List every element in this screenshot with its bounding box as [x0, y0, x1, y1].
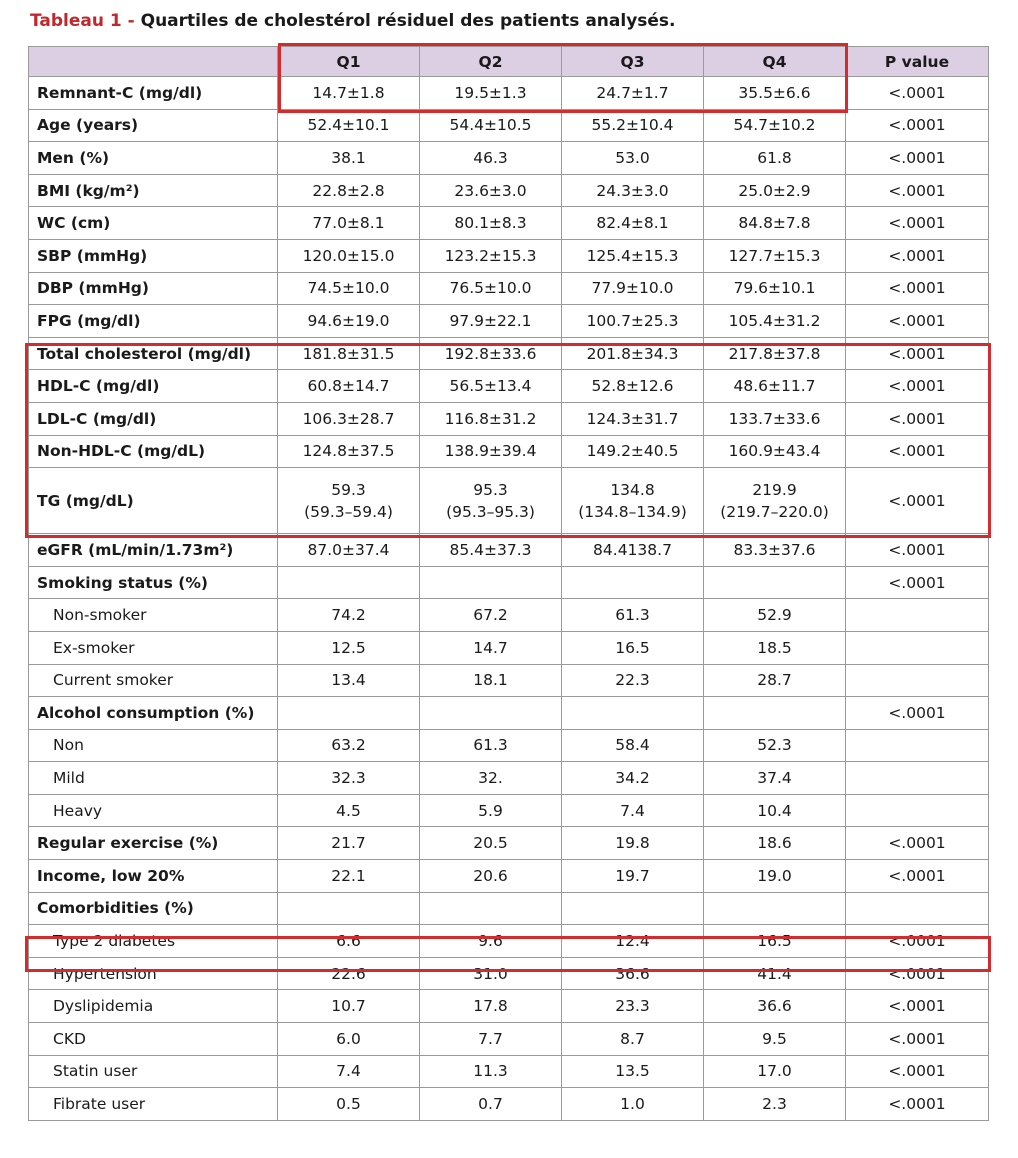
q4-cell: 9.5	[704, 1023, 846, 1056]
data-table	[28, 46, 989, 1121]
p-value-cell: <.0001	[846, 1088, 989, 1121]
table-row	[29, 1088, 989, 1121]
q2-cell: 20.5	[420, 827, 562, 860]
q2-cell: 97.9±22.1	[420, 305, 562, 338]
table-row	[29, 925, 989, 958]
row-label: Hypertension	[29, 957, 278, 990]
q4-cell: 217.8±37.8	[704, 337, 846, 370]
header-cell-q2: Q2	[420, 47, 562, 77]
table-row	[29, 631, 989, 664]
q1-cell: 4.5	[278, 794, 420, 827]
row-label: Total cholesterol (mg/dl)	[29, 337, 278, 370]
p-value-cell: <.0001	[846, 109, 989, 142]
q1-cell: 0.5	[278, 1088, 420, 1121]
p-value-cell: <.0001	[846, 239, 989, 272]
header-cell-q3: Q3	[562, 47, 704, 77]
p-value-cell: <.0001	[846, 566, 989, 599]
table-row	[29, 599, 989, 632]
q3-cell: 1.0	[562, 1088, 704, 1121]
table-row	[29, 370, 989, 403]
q4-cell: 18.6	[704, 827, 846, 860]
row-label: HDL-C (mg/dl)	[29, 370, 278, 403]
p-value-cell: <.0001	[846, 370, 989, 403]
q3-cell: 61.3	[562, 599, 704, 632]
q4-cell: 10.4	[704, 794, 846, 827]
table-row	[29, 337, 989, 370]
q2-cell: 19.5±1.3	[420, 77, 562, 110]
q4-cell	[704, 697, 846, 730]
q1-cell: 22.6	[278, 957, 420, 990]
p-value-cell	[846, 762, 989, 795]
table-row	[29, 729, 989, 762]
q2-cell: 54.4±10.5	[420, 109, 562, 142]
q2-cell: 20.6	[420, 860, 562, 893]
q4-cell	[704, 892, 846, 925]
p-value-cell: <.0001	[846, 860, 989, 893]
row-label: CKD	[29, 1023, 278, 1056]
q3-cell: 149.2±40.5	[562, 435, 704, 468]
q1-cell: 6.6	[278, 925, 420, 958]
row-label: Fibrate user	[29, 1088, 278, 1121]
table-row	[29, 77, 989, 110]
q2-cell: 11.3	[420, 1055, 562, 1088]
q4-cell: 19.0	[704, 860, 846, 893]
q4-cell: 28.7	[704, 664, 846, 697]
q3-cell: 36.6	[562, 957, 704, 990]
q1-cell: 10.7	[278, 990, 420, 1023]
q1-cell: 7.4	[278, 1055, 420, 1088]
table-row	[29, 664, 989, 697]
p-value-cell: <.0001	[846, 272, 989, 305]
header-cell-label	[29, 47, 278, 77]
row-label: Current smoker	[29, 664, 278, 697]
row-label: Alcohol consumption (%)	[29, 697, 278, 730]
row-label: DBP (mmHg)	[29, 272, 278, 305]
q3-cell: 7.4	[562, 794, 704, 827]
row-label: TG (mg/dL)	[29, 468, 278, 534]
q3-cell	[562, 697, 704, 730]
table-row	[29, 1055, 989, 1088]
row-label: Smoking status (%)	[29, 566, 278, 599]
q4-cell: 54.7±10.2	[704, 109, 846, 142]
q3-cell: 77.9±10.0	[562, 272, 704, 305]
p-value-cell: <.0001	[846, 77, 989, 110]
q1-cell: 52.4±10.1	[278, 109, 420, 142]
table-row	[29, 435, 989, 468]
q1-cell: 12.5	[278, 631, 420, 664]
q2-cell	[420, 566, 562, 599]
q3-cell: 55.2±10.4	[562, 109, 704, 142]
table-body	[29, 77, 989, 1121]
table-row	[29, 762, 989, 795]
q3-cell: 24.3±3.0	[562, 174, 704, 207]
q2-cell: 32.	[420, 762, 562, 795]
p-value-cell: <.0001	[846, 827, 989, 860]
q3-cell: 23.3	[562, 990, 704, 1023]
q3-cell: 52.8±12.6	[562, 370, 704, 403]
row-label: WC (cm)	[29, 207, 278, 240]
q4-cell: 48.6±11.7	[704, 370, 846, 403]
q2-cell: 7.7	[420, 1023, 562, 1056]
p-value-cell: <.0001	[846, 337, 989, 370]
q2-cell: 76.5±10.0	[420, 272, 562, 305]
q4-cell: 36.6	[704, 990, 846, 1023]
q3-cell: 84.4138.7	[562, 534, 704, 567]
q1-cell: 181.8±31.5	[278, 337, 420, 370]
q1-cell: 14.7±1.8	[278, 77, 420, 110]
row-label: Age (years)	[29, 109, 278, 142]
table-row	[29, 402, 989, 435]
q4-cell: 41.4	[704, 957, 846, 990]
q1-cell: 22.8±2.8	[278, 174, 420, 207]
p-value-cell: <.0001	[846, 435, 989, 468]
q3-cell: 22.3	[562, 664, 704, 697]
table-row	[29, 957, 989, 990]
table-row	[29, 697, 989, 730]
q2-cell: 5.9	[420, 794, 562, 827]
p-value-cell: <.0001	[846, 697, 989, 730]
q3-cell	[562, 892, 704, 925]
p-value-cell: <.0001	[846, 207, 989, 240]
row-label: Mild	[29, 762, 278, 795]
row-label: Comorbidities (%)	[29, 892, 278, 925]
row-label: Income, low 20%	[29, 860, 278, 893]
q4-cell: 79.6±10.1	[704, 272, 846, 305]
q1-cell: 74.2	[278, 599, 420, 632]
row-label: BMI (kg/m²)	[29, 174, 278, 207]
q3-cell: 134.8 (134.8–134.9)	[562, 468, 704, 534]
q2-cell: 0.7	[420, 1088, 562, 1121]
row-label: SBP (mmHg)	[29, 239, 278, 272]
row-label: Non-smoker	[29, 599, 278, 632]
q4-cell: 52.9	[704, 599, 846, 632]
p-value-cell: <.0001	[846, 1055, 989, 1088]
row-label: Ex-smoker	[29, 631, 278, 664]
row-label: Statin user	[29, 1055, 278, 1088]
table-row	[29, 794, 989, 827]
q3-cell: 201.8±34.3	[562, 337, 704, 370]
q2-cell	[420, 892, 562, 925]
p-value-cell: <.0001	[846, 402, 989, 435]
q3-cell: 24.7±1.7	[562, 77, 704, 110]
q1-cell: 59.3 (59.3–59.4)	[278, 468, 420, 534]
q3-cell: 125.4±15.3	[562, 239, 704, 272]
q3-cell: 34.2	[562, 762, 704, 795]
p-value-cell: <.0001	[846, 957, 989, 990]
q1-cell: 87.0±37.4	[278, 534, 420, 567]
q4-cell: 17.0	[704, 1055, 846, 1088]
q3-cell: 82.4±8.1	[562, 207, 704, 240]
q2-cell: 46.3	[420, 142, 562, 175]
table-row	[29, 990, 989, 1023]
row-label: Remnant-C (mg/dl)	[29, 77, 278, 110]
row-label: FPG (mg/dl)	[29, 305, 278, 338]
q2-cell: 18.1	[420, 664, 562, 697]
q3-cell: 19.8	[562, 827, 704, 860]
q4-cell: 35.5±6.6	[704, 77, 846, 110]
q4-cell: 18.5	[704, 631, 846, 664]
q1-cell	[278, 566, 420, 599]
q2-cell: 56.5±13.4	[420, 370, 562, 403]
table-title	[30, 11, 676, 31]
table-row	[29, 207, 989, 240]
q2-cell: 138.9±39.4	[420, 435, 562, 468]
q4-cell: 160.9±43.4	[704, 435, 846, 468]
row-label: Men (%)	[29, 142, 278, 175]
q1-cell: 124.8±37.5	[278, 435, 420, 468]
q1-cell	[278, 697, 420, 730]
row-label: Dyslipidemia	[29, 990, 278, 1023]
p-value-cell: <.0001	[846, 534, 989, 567]
q2-cell	[420, 697, 562, 730]
p-value-cell: <.0001	[846, 305, 989, 338]
table-caption: Quartiles de cholestérol résiduel des patients analysés.	[140, 11, 676, 31]
table-row	[29, 566, 989, 599]
q1-cell: 63.2	[278, 729, 420, 762]
q4-cell	[704, 566, 846, 599]
p-value-cell	[846, 729, 989, 762]
q3-cell: 124.3±31.7	[562, 402, 704, 435]
q2-cell: 23.6±3.0	[420, 174, 562, 207]
q2-cell: 85.4±37.3	[420, 534, 562, 567]
q4-cell: 105.4±31.2	[704, 305, 846, 338]
q3-cell: 8.7	[562, 1023, 704, 1056]
p-value-cell: <.0001	[846, 174, 989, 207]
p-value-cell	[846, 892, 989, 925]
q3-cell: 16.5	[562, 631, 704, 664]
q1-cell: 13.4	[278, 664, 420, 697]
table-row	[29, 534, 989, 567]
header-cell-q4: Q4	[704, 47, 846, 77]
q4-cell: 37.4	[704, 762, 846, 795]
header-row	[29, 47, 989, 77]
p-value-cell	[846, 631, 989, 664]
q3-cell	[562, 566, 704, 599]
q2-cell: 9.6	[420, 925, 562, 958]
q4-cell: 133.7±33.6	[704, 402, 846, 435]
p-value-cell	[846, 794, 989, 827]
table-row	[29, 305, 989, 338]
q1-cell	[278, 892, 420, 925]
q3-cell: 19.7	[562, 860, 704, 893]
q4-cell: 61.8	[704, 142, 846, 175]
table-row	[29, 109, 989, 142]
table-row	[29, 272, 989, 305]
table-row	[29, 142, 989, 175]
row-label: LDL-C (mg/dl)	[29, 402, 278, 435]
row-label: Non	[29, 729, 278, 762]
q1-cell: 74.5±10.0	[278, 272, 420, 305]
q4-cell: 219.9 (219.7–220.0)	[704, 468, 846, 534]
table-row	[29, 1023, 989, 1056]
row-label: Heavy	[29, 794, 278, 827]
p-value-cell: <.0001	[846, 468, 989, 534]
q1-cell: 38.1	[278, 142, 420, 175]
q1-cell: 60.8±14.7	[278, 370, 420, 403]
p-value-cell: <.0001	[846, 925, 989, 958]
p-value-cell	[846, 664, 989, 697]
row-label: Regular exercise (%)	[29, 827, 278, 860]
header-cell-q1: Q1	[278, 47, 420, 77]
q3-cell: 12.4	[562, 925, 704, 958]
q2-cell: 31.0	[420, 957, 562, 990]
p-value-cell	[846, 599, 989, 632]
q2-cell: 61.3	[420, 729, 562, 762]
q3-cell: 13.5	[562, 1055, 704, 1088]
q1-cell: 94.6±19.0	[278, 305, 420, 338]
q1-cell: 106.3±28.7	[278, 402, 420, 435]
q2-cell: 95.3 (95.3–95.3)	[420, 468, 562, 534]
q2-cell: 80.1±8.3	[420, 207, 562, 240]
table-row	[29, 892, 989, 925]
q1-cell: 120.0±15.0	[278, 239, 420, 272]
table-row	[29, 174, 989, 207]
q4-cell: 25.0±2.9	[704, 174, 846, 207]
q4-cell: 2.3	[704, 1088, 846, 1121]
q4-cell: 16.5	[704, 925, 846, 958]
q2-cell: 17.8	[420, 990, 562, 1023]
table-row	[29, 239, 989, 272]
row-label: Non-HDL-C (mg/dL)	[29, 435, 278, 468]
q1-cell: 32.3	[278, 762, 420, 795]
q3-cell: 53.0	[562, 142, 704, 175]
q4-cell: 83.3±37.6	[704, 534, 846, 567]
p-value-cell: <.0001	[846, 1023, 989, 1056]
q1-cell: 22.1	[278, 860, 420, 893]
row-label: eGFR (mL/min/1.73m²)	[29, 534, 278, 567]
q2-cell: 14.7	[420, 631, 562, 664]
q2-cell: 67.2	[420, 599, 562, 632]
table-row	[29, 860, 989, 893]
p-value-cell: <.0001	[846, 142, 989, 175]
row-label: Type 2 diabetes	[29, 925, 278, 958]
q1-cell: 21.7	[278, 827, 420, 860]
header-cell-pvalue: P value	[846, 47, 989, 77]
q2-cell: 116.8±31.2	[420, 402, 562, 435]
q1-cell: 6.0	[278, 1023, 420, 1056]
table-row	[29, 827, 989, 860]
table-number: Tableau 1 -	[30, 11, 141, 31]
q1-cell: 77.0±8.1	[278, 207, 420, 240]
q2-cell: 192.8±33.6	[420, 337, 562, 370]
q4-cell: 127.7±15.3	[704, 239, 846, 272]
q4-cell: 52.3	[704, 729, 846, 762]
q2-cell: 123.2±15.3	[420, 239, 562, 272]
q4-cell: 84.8±7.8	[704, 207, 846, 240]
table-row	[29, 468, 989, 534]
p-value-cell: <.0001	[846, 990, 989, 1023]
q3-cell: 100.7±25.3	[562, 305, 704, 338]
q3-cell: 58.4	[562, 729, 704, 762]
